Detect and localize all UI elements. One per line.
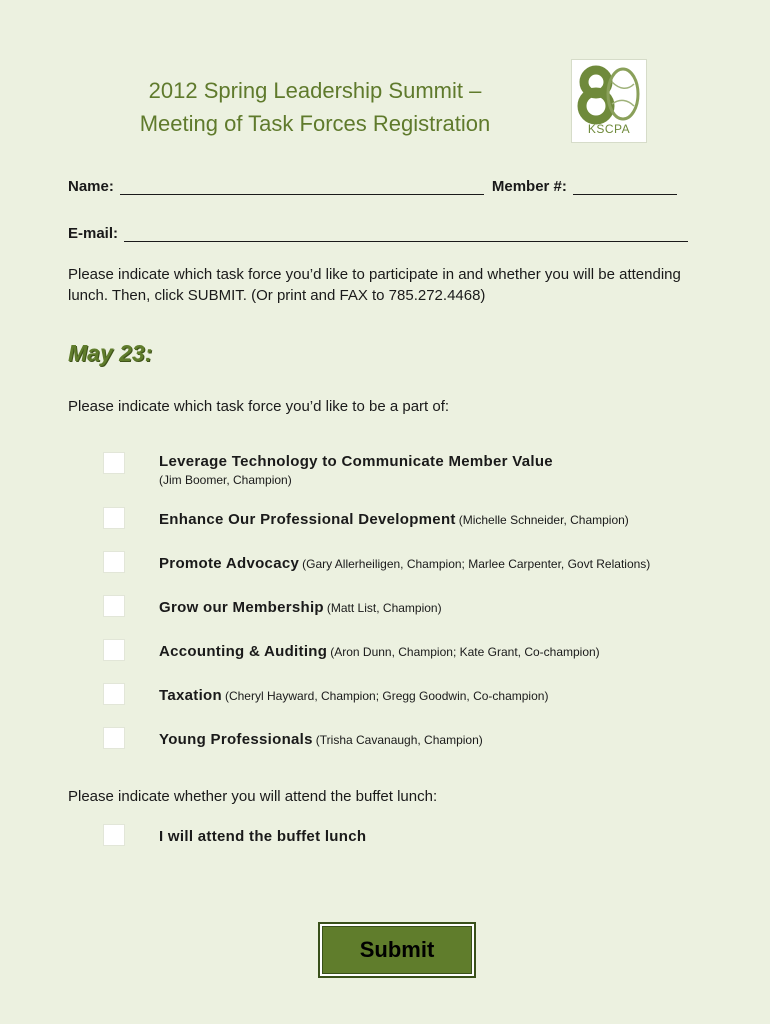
- task-force-option: [103, 452, 723, 492]
- task-force-prompt: Please indicate which task force you’d like to be a part of:: [68, 398, 450, 415]
- task-force-champion: (Matt List, Champion): [326, 601, 442, 615]
- task-force-label: [159, 555, 650, 572]
- task-force-checkbox[interactable]: [103, 639, 125, 661]
- task-force-option: [103, 507, 723, 531]
- instructions-text: Please indicate which task force you’d like to participate in and whether you will be attending lunch. Then, click SUBMIT. (Or print and FAX to 785.272.4468): [68, 266, 681, 304]
- task-force-title: Promote Advocacy: [159, 555, 300, 572]
- logo-text: KSCPA: [587, 122, 631, 136]
- email-label: E-mail:: [68, 225, 119, 242]
- form-title-line1: 2012 Spring Leadership Summit –: [148, 78, 482, 103]
- form-title: [100, 74, 530, 140]
- member-label: Member #:: [491, 178, 567, 195]
- task-force-champion: (Gary Allerheiligen, Champion; Marlee Carpenter, Govt Relations): [302, 557, 651, 571]
- task-force-champion: (Aron Dunn, Champion; Kate Grant, Co-champion): [330, 645, 600, 659]
- email-row: [68, 225, 688, 242]
- task-force-option: [103, 683, 723, 707]
- task-force-label: [159, 511, 629, 528]
- lunch-option: [103, 824, 723, 848]
- task-force-champion: (Trisha Cavanaugh, Champion): [315, 733, 483, 747]
- task-force-label: [159, 643, 600, 660]
- task-force-checkbox[interactable]: [103, 727, 125, 749]
- name-label: Name:: [68, 178, 114, 195]
- task-force-title: Young Professionals: [159, 731, 313, 748]
- task-force-title: Enhance Our Professional Development: [159, 511, 456, 528]
- name-field[interactable]: [120, 180, 484, 195]
- task-force-title: Accounting & Auditing: [159, 643, 328, 660]
- lunch-prompt: Please indicate whether you will attend the buffet lunch:: [68, 788, 438, 805]
- task-force-title: Grow our Membership: [159, 599, 324, 616]
- form-title-line2: Meeting of Task Forces Registration: [139, 111, 491, 136]
- submit-button[interactable]: Submit: [318, 922, 476, 978]
- task-force-checkbox[interactable]: [103, 595, 125, 617]
- lunch-option-label: I will attend the buffet lunch: [159, 828, 367, 845]
- name-member-row: [68, 178, 677, 195]
- task-force-champion: (Michelle Schneider, Champion): [458, 513, 629, 527]
- task-force-option: [103, 639, 723, 663]
- task-force-title: Leverage Technology to Communicate Member Value: [159, 453, 553, 470]
- task-force-option: [103, 727, 723, 751]
- task-force-option: [103, 595, 723, 619]
- task-force-label: [159, 731, 483, 748]
- task-force-champion: (Cheryl Hayward, Champion; Gregg Goodwin, Co-champion): [224, 689, 549, 703]
- task-force-label: [159, 599, 442, 616]
- task-force-option: [103, 551, 723, 575]
- task-force-title: Taxation: [159, 687, 222, 704]
- task-force-checkbox[interactable]: [103, 683, 125, 705]
- kscpa-logo: [571, 59, 647, 143]
- member-number-field[interactable]: [573, 180, 677, 195]
- email-field[interactable]: [124, 227, 688, 242]
- lunch-checkbox[interactable]: [103, 824, 125, 846]
- task-force-champion: (Jim Boomer, Champion): [159, 473, 292, 487]
- task-force-checkbox[interactable]: [103, 507, 125, 529]
- section-date-heading: May 23:: [68, 340, 153, 366]
- task-force-label: [159, 687, 548, 704]
- task-force-checkbox[interactable]: [103, 551, 125, 573]
- task-force-checkbox[interactable]: [103, 452, 125, 474]
